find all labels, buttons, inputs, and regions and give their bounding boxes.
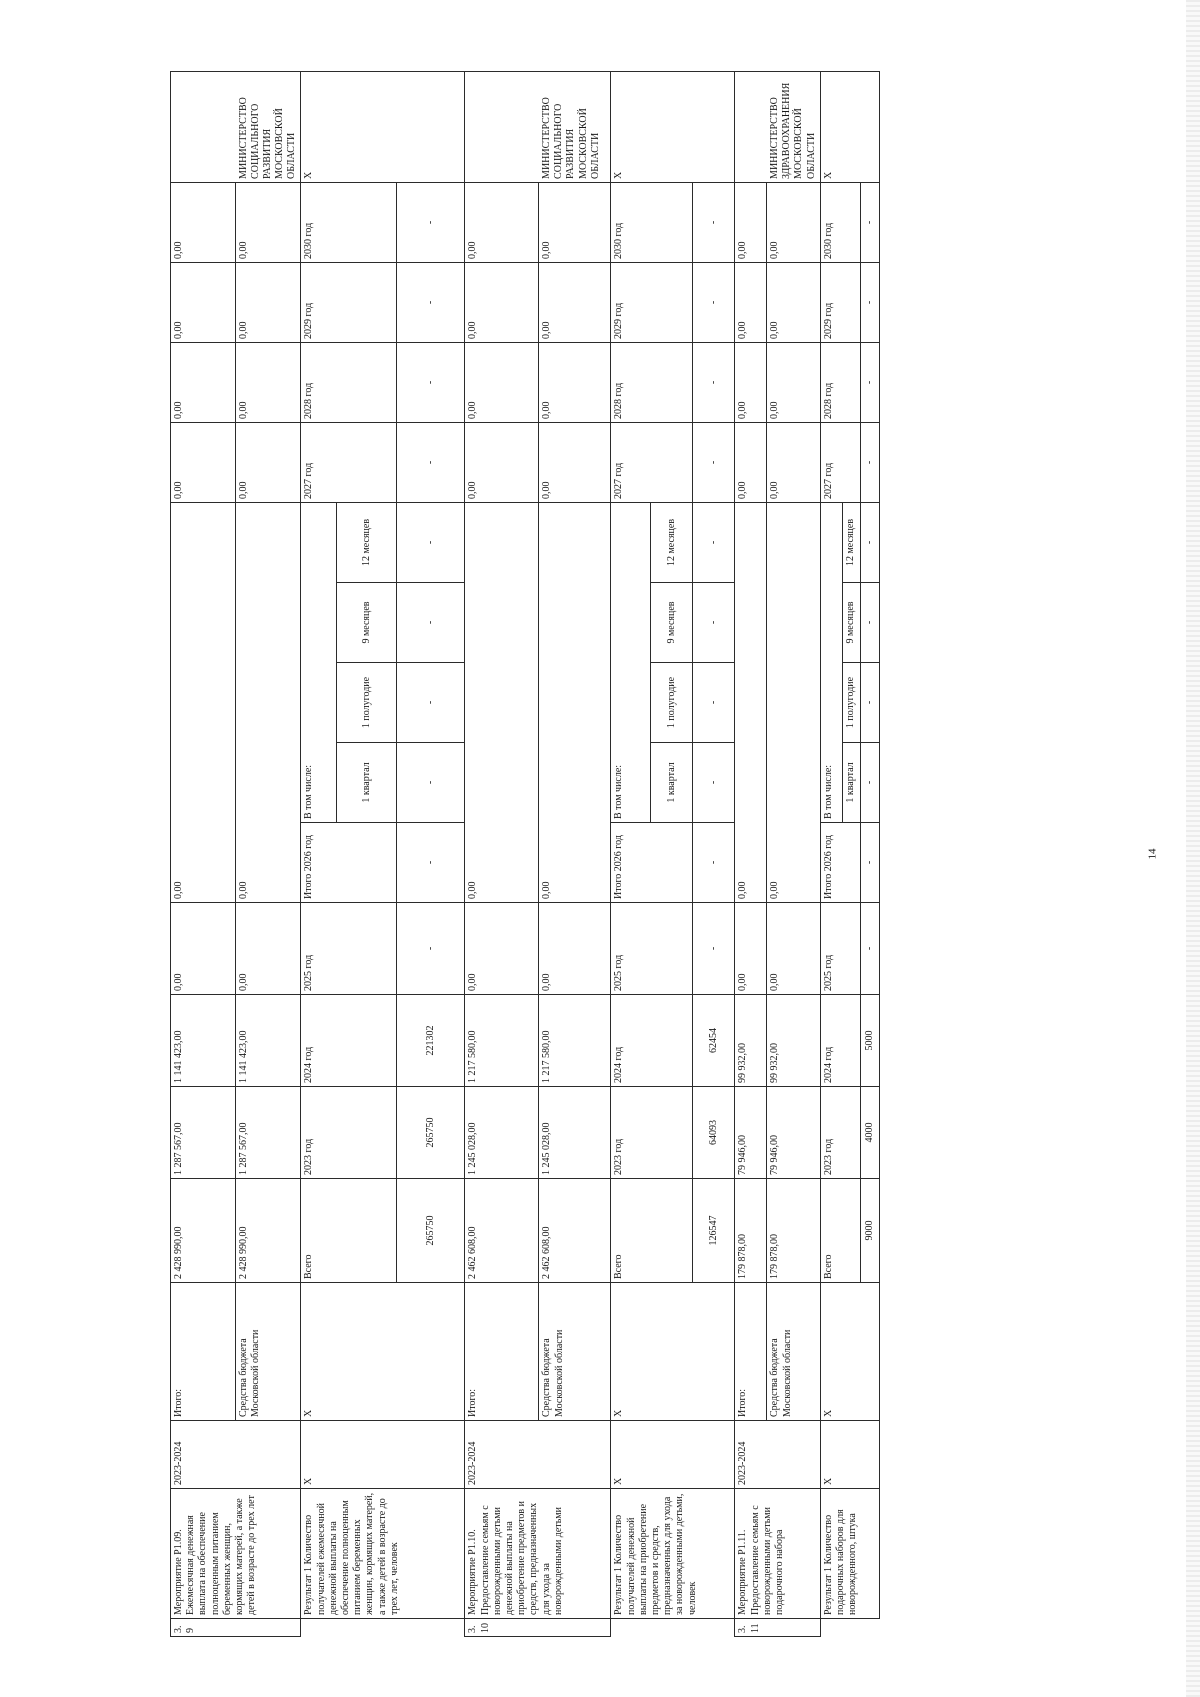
result-12m: -: [693, 502, 735, 582]
amount-2026: 0,00: [236, 502, 301, 902]
result-9m: -: [693, 583, 735, 663]
year-2028: 2028 год: [820, 342, 860, 422]
total-2026-label: Итого 2026 год: [820, 823, 860, 903]
row-3-10-total: [465, 71, 539, 1636]
year-2023: 2023 год: [820, 1087, 860, 1179]
result-q1: -: [860, 743, 879, 823]
result-total: 265750: [397, 1179, 465, 1283]
result-h1: -: [860, 663, 879, 743]
result-2027: -: [860, 422, 879, 502]
result-name: Результат 1 Количество подарочных наборов для новорожденного, штука: [820, 1489, 879, 1619]
blank-cell: [611, 1619, 735, 1637]
total-2026-label: Итого 2026 год: [611, 823, 693, 903]
in-that-number-label: В том числе:: [301, 502, 337, 822]
total-2026-label: Итого 2026 год: [301, 823, 397, 903]
result-unit: Х: [611, 1283, 735, 1421]
vsego-label: Всего: [820, 1179, 860, 1283]
page-number: 14: [1146, 848, 1159, 860]
result-total: 9000: [860, 1179, 879, 1283]
period: 2023-2024: [465, 1421, 611, 1489]
year-2028: 2028 год: [611, 342, 693, 422]
year-2030: 2030 год: [820, 182, 860, 262]
result-2027: -: [397, 422, 465, 502]
row-3-9-total: [171, 71, 236, 1636]
result-12m: -: [397, 502, 465, 582]
result-total: 126547: [693, 1179, 735, 1283]
amount-2025: 0,00: [171, 903, 236, 995]
amount-2027: 0,00: [767, 422, 820, 502]
result-2029: -: [397, 262, 465, 342]
row-3-9-result-head: [301, 71, 337, 1636]
amount-2028: 0,00: [767, 342, 820, 422]
amount-2028: 0,00: [171, 342, 236, 422]
amount-2026: 0,00: [735, 502, 767, 902]
amount-2029: 0,00: [236, 262, 301, 342]
year-2023: 2023 год: [611, 1087, 693, 1179]
result-name: Результат 1 Количество получателей денежной выплаты на приобретение предметов и средств, предназначенных для ухода за новорожденными детьми, человек: [611, 1489, 735, 1619]
amount-total: 2 462 608,00: [465, 1179, 539, 1283]
amount-2030: 0,00: [465, 182, 539, 262]
result-period: Х: [611, 1421, 735, 1489]
amount-2024: 1 217 580,00: [539, 995, 611, 1087]
quarter-1: 1 квартал: [337, 743, 397, 823]
amount-2026: 0,00: [171, 502, 236, 902]
year-2024: 2024 год: [820, 995, 860, 1087]
amount-2028: 0,00: [236, 342, 301, 422]
result-2023: 265750: [397, 1087, 465, 1179]
executor: МИНИСТЕРСТВО СОЦИАЛЬНОГО РАЗВИТИЯ МОСКОВСКОЙ ОБЛАСТИ: [539, 71, 611, 182]
fund-source: Средства бюджета Московской области: [236, 1283, 301, 1421]
blank-cell: [820, 1619, 879, 1637]
vsego-label: Всего: [611, 1179, 693, 1283]
itogo-label: Итого:: [171, 1283, 236, 1421]
amount-2029: 0,00: [735, 262, 767, 342]
amount-total: 179 878,00: [767, 1179, 820, 1283]
amount-2030: 0,00: [539, 182, 611, 262]
amount-2024: 1 141 423,00: [236, 995, 301, 1087]
result-2030: -: [397, 182, 465, 262]
measures-table: [170, 71, 880, 1637]
result-2023: 4000: [860, 1087, 879, 1179]
twelve-months: 12 месяцев: [337, 502, 397, 582]
result-h1: -: [693, 663, 735, 743]
amount-2026: 0,00: [539, 502, 611, 902]
half-year: 1 полугодие: [842, 663, 860, 743]
twelve-months: 12 месяцев: [651, 502, 693, 582]
result-2025: -: [397, 903, 465, 995]
result-q1: -: [397, 743, 465, 823]
result-unit: Х: [820, 1283, 879, 1421]
amount-2028: 0,00: [735, 342, 767, 422]
amount-2029: 0,00: [767, 262, 820, 342]
year-2028: 2028 год: [301, 342, 397, 422]
amount-2025: 0,00: [735, 903, 767, 995]
result-executor: Х: [820, 71, 879, 182]
year-2027: 2027 год: [611, 422, 693, 502]
year-2029: 2029 год: [301, 262, 397, 342]
year-2025: 2025 год: [301, 903, 397, 995]
result-9m: -: [860, 583, 879, 663]
result-9m: -: [397, 583, 465, 663]
result-2024: 62454: [693, 995, 735, 1087]
itogo-label: Итого:: [465, 1283, 539, 1421]
itogo-label: Итого:: [735, 1283, 767, 1421]
half-year: 1 полугодие: [337, 663, 397, 743]
result-2024: 221302: [397, 995, 465, 1087]
amount-2029: 0,00: [465, 262, 539, 342]
executor-empty: [735, 71, 767, 182]
row-3-10-result-head: [611, 71, 651, 1636]
row-num: 3.11: [735, 1619, 820, 1637]
amount-2023: 1 245 028,00: [539, 1087, 611, 1179]
amount-2023: 79 946,00: [735, 1087, 767, 1179]
result-2026: -: [397, 823, 465, 903]
quarter-1: 1 квартал: [651, 743, 693, 823]
quarter-1: 1 квартал: [842, 743, 860, 823]
nine-months: 9 месяцев: [651, 583, 693, 663]
period: 2023-2024: [735, 1421, 820, 1489]
amount-2023: 1 245 028,00: [465, 1087, 539, 1179]
measure-name: Мероприятие Р1.09. Ежемесячная денежная выплата на обеспечение полноценным питанием беременных женщин, кормящих матерей, а также детей в возрасте до трех лет: [171, 1489, 301, 1619]
year-2029: 2029 год: [820, 262, 860, 342]
amount-2024: 1 217 580,00: [465, 995, 539, 1087]
amount-2027: 0,00: [465, 422, 539, 502]
result-period: Х: [301, 1421, 465, 1489]
amount-2029: 0,00: [539, 262, 611, 342]
row-3-11-total: [735, 71, 767, 1636]
amount-total: 2 428 990,00: [171, 1179, 236, 1283]
measure-name: Мероприятие Р1.10. Предоставление семьям с новорожденными детьми денежной выплаты на приобретение предметов и средств, предназначенных для ухода за новорожденными детьми: [465, 1489, 611, 1619]
nine-months: 9 месяцев: [337, 583, 397, 663]
amount-2028: 0,00: [465, 342, 539, 422]
year-2024: 2024 год: [301, 995, 397, 1087]
result-2027: -: [693, 422, 735, 502]
year-2027: 2027 год: [301, 422, 397, 502]
amount-2026: 0,00: [465, 502, 539, 902]
amount-2025: 0,00: [236, 903, 301, 995]
amount-2024: 99 932,00: [767, 995, 820, 1087]
amount-2027: 0,00: [735, 422, 767, 502]
result-unit: Х: [301, 1283, 465, 1421]
row-3-9-budget: [236, 71, 301, 1636]
result-2025: -: [693, 903, 735, 995]
year-2025: 2025 год: [820, 903, 860, 995]
amount-2023: 79 946,00: [767, 1087, 820, 1179]
row-num: 3.10: [465, 1619, 611, 1637]
result-2029: -: [693, 262, 735, 342]
row-3-11-budget: [767, 71, 820, 1636]
result-h1: -: [397, 663, 465, 743]
year-2024: 2024 год: [611, 995, 693, 1087]
executor-empty: [465, 71, 539, 182]
blank-cell: [301, 1619, 465, 1637]
amount-total: 2 428 990,00: [236, 1179, 301, 1283]
amount-2027: 0,00: [236, 422, 301, 502]
nine-months: 9 месяцев: [842, 583, 860, 663]
year-2023: 2023 год: [301, 1087, 397, 1179]
executor-empty: [171, 71, 236, 182]
result-period: Х: [820, 1421, 879, 1489]
scan-edge: [1186, 0, 1200, 1697]
result-2028: -: [860, 342, 879, 422]
year-2030: 2030 год: [301, 182, 397, 262]
vsego-label: Всего: [301, 1179, 397, 1283]
result-name: Результат 1 Количество получателей ежемесячной денежной выплаты на обеспечение полноценным питанием беременных женщин, кормящих матерей, а также детей в возрасте до трех лет, человек: [301, 1489, 465, 1619]
amount-2030: 0,00: [236, 182, 301, 262]
result-executor: Х: [611, 71, 735, 182]
fund-source: Средства бюджета Московской области: [539, 1283, 611, 1421]
half-year: 1 полугодие: [651, 663, 693, 743]
executor: МИНИСТЕРСТВО ЗДРАВООХРАНЕНИЯ МОСКОВСКОЙ ОБЛАСТИ: [767, 71, 820, 182]
twelve-months: 12 месяцев: [842, 502, 860, 582]
amount-total: 179 878,00: [735, 1179, 767, 1283]
in-that-number-label: В том числе:: [611, 502, 651, 822]
result-2026: -: [860, 823, 879, 903]
amount-2025: 0,00: [539, 903, 611, 995]
year-2025: 2025 год: [611, 903, 693, 995]
amount-2028: 0,00: [539, 342, 611, 422]
row-3-10-budget: [539, 71, 611, 1636]
amount-2030: 0,00: [735, 182, 767, 262]
result-2028: -: [397, 342, 465, 422]
amount-2024: 99 932,00: [735, 995, 767, 1087]
result-2024: 5000: [860, 995, 879, 1087]
amount-2023: 1 287 567,00: [236, 1087, 301, 1179]
result-2029: -: [860, 262, 879, 342]
amount-2023: 1 287 567,00: [171, 1087, 236, 1179]
fund-source: Средства бюджета Московской области: [767, 1283, 820, 1421]
result-2030: -: [693, 182, 735, 262]
row-3-11-result-head: [820, 71, 842, 1636]
result-2023: 64093: [693, 1087, 735, 1179]
result-q1: -: [693, 743, 735, 823]
year-2029: 2029 год: [611, 262, 693, 342]
amount-2030: 0,00: [767, 182, 820, 262]
result-2025: -: [860, 903, 879, 995]
row-num: 3.9: [171, 1619, 301, 1637]
amount-2025: 0,00: [465, 903, 539, 995]
amount-2027: 0,00: [539, 422, 611, 502]
amount-2026: 0,00: [767, 502, 820, 902]
result-12m: -: [860, 502, 879, 582]
amount-2027: 0,00: [171, 422, 236, 502]
result-2026: -: [693, 823, 735, 903]
year-2030: 2030 год: [611, 182, 693, 262]
period: 2023-2024: [171, 1421, 301, 1489]
amount-2029: 0,00: [171, 262, 236, 342]
measure-name: Мероприятие Р1.11. Предоставление семьям с новорожденными детьми подарочного набора: [735, 1489, 820, 1619]
year-2027: 2027 год: [820, 422, 860, 502]
amount-2025: 0,00: [767, 903, 820, 995]
amount-total: 2 462 608,00: [539, 1179, 611, 1283]
executor: МИНИСТЕРСТВО СОЦИАЛЬНОГО РАЗВИТИЯ МОСКОВСКОЙ ОБЛАСТИ: [236, 71, 301, 182]
result-2028: -: [693, 342, 735, 422]
result-executor: Х: [301, 71, 465, 182]
amount-2024: 1 141 423,00: [171, 995, 236, 1087]
rotated-table-wrapper: [170, 82, 932, 1637]
amount-2030: 0,00: [171, 182, 236, 262]
result-2030: -: [860, 182, 879, 262]
in-that-number-label: В том числе:: [820, 502, 842, 822]
